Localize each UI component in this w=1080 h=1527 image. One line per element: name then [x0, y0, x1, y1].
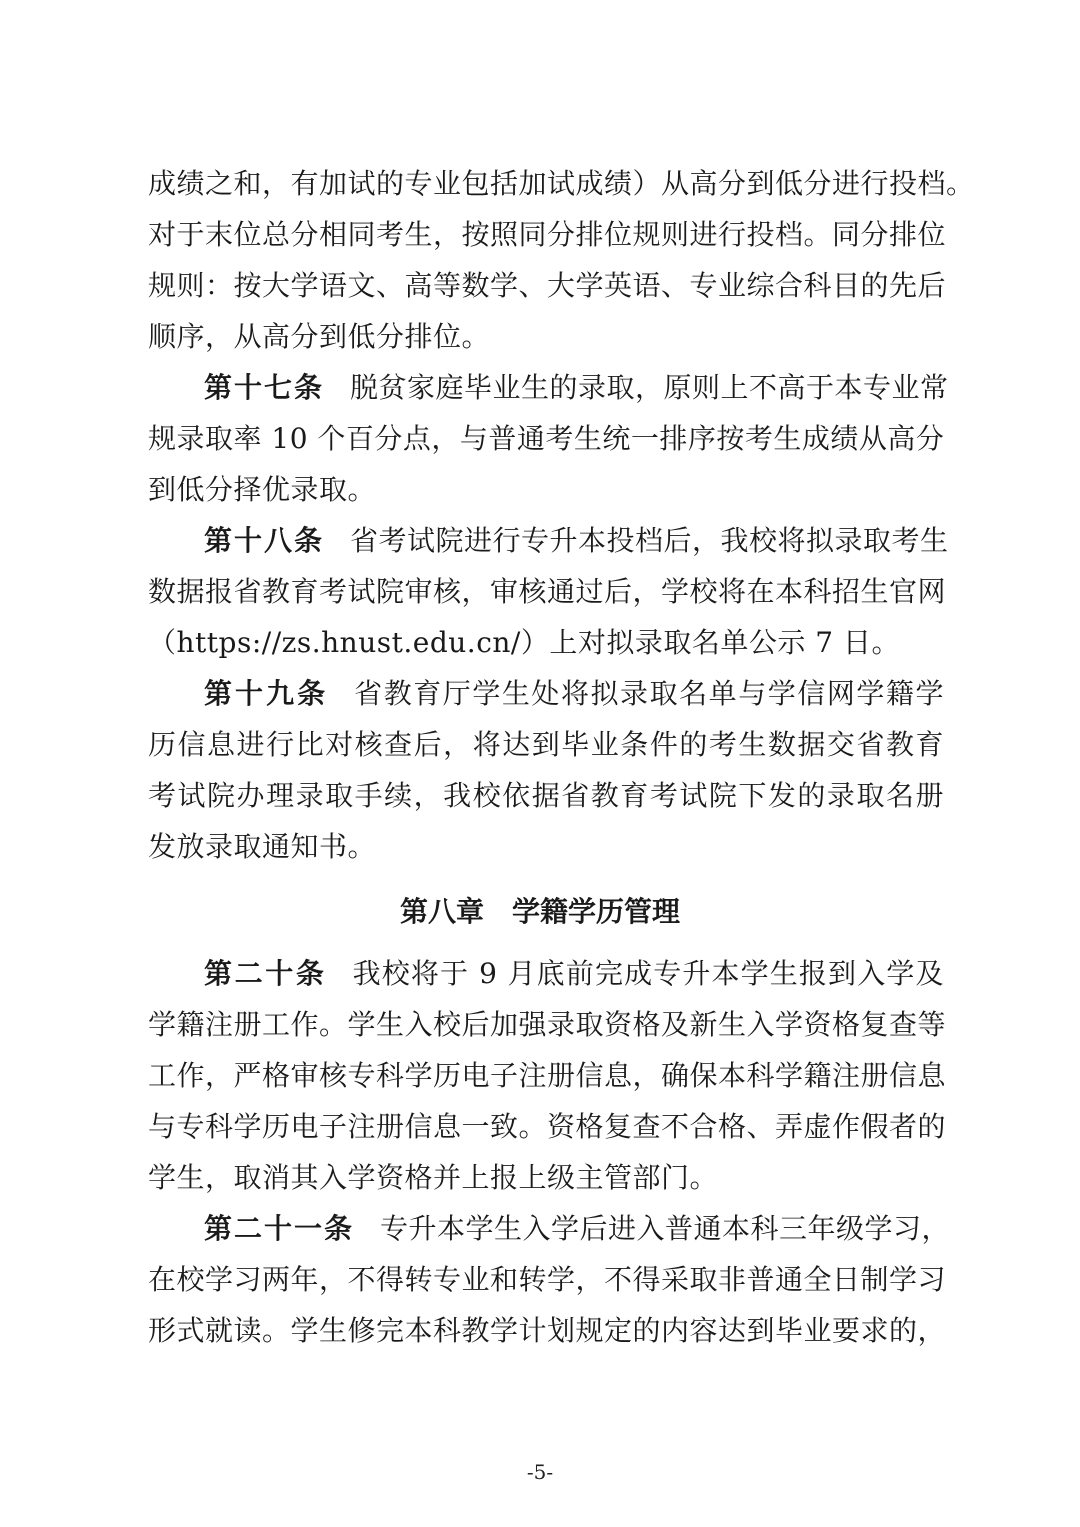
text-line: 对于末位总分相同考生，按照同分排位规则进行投档。同分排位	[148, 218, 947, 251]
article-first-line	[148, 368, 949, 408]
chapter-heading	[0, 890, 1080, 934]
text-line: （https://zs.hnust.edu.cn/）上对拟录取名单公示 7 日。	[148, 626, 900, 659]
article-label: 第二十一条	[204, 1212, 355, 1245]
article-first-line	[148, 954, 944, 994]
text-line: 专升本学生入学后进入普通本科三年级学习，	[380, 1212, 951, 1245]
article-label: 第十八条	[204, 524, 325, 557]
article-label: 第十九条	[204, 677, 329, 710]
text-line: 学籍注册工作。学生入校后加强录取资格及新生入学资格复查等	[148, 1008, 947, 1041]
text-line: 与专科学历电子注册信息一致。资格复查不合格、弄虚作假者的	[148, 1110, 947, 1143]
text-line: 规录取率 10 个百分点，与普通考生统一排序按考生成绩从高分	[148, 422, 945, 455]
text-line: 学生，取消其入学资格并上报上级主管部门。	[148, 1161, 719, 1194]
text-line: 脱贫家庭毕业生的录取，原则上不高于本专业常	[350, 371, 949, 404]
text-line: 工作，严格审核专科学历电子注册信息，确保本科学籍注册信息	[148, 1059, 947, 1092]
text-line: 考试院办理录取手续，我校依据省教育考试院下发的录取名册	[148, 779, 944, 812]
page-number: -5-	[526, 1460, 554, 1484]
article-first-line	[148, 521, 949, 561]
text-line: 在校学习两年，不得转专业和转学，不得采取非普通全日制学习	[148, 1263, 947, 1296]
text-line: 顺序，从高分到低分排位。	[148, 320, 491, 353]
text-line: 成绩之和，有加试的专业包括加试成绩）从高分到低分进行投档。	[148, 167, 975, 200]
text-line: 省教育厅学生处将拟录取名单与学信网学籍学	[354, 677, 944, 710]
text-line: 形式就读。学生修完本科教学计划规定的内容达到毕业要求的，	[148, 1314, 947, 1347]
text-line: 我校将于 9 月底前完成专升本学生报到入学及	[352, 957, 944, 990]
chapter-title: 学籍学历管理	[512, 895, 681, 928]
text-line: 规则：按大学语文、高等数学、大学英语、专业综合科目的先后	[148, 269, 947, 302]
chapter-number: 第八章	[399, 895, 484, 928]
text-line: 数据报省教育考试院审核，审核通过后，学校将在本科招生官网	[148, 575, 947, 608]
article-first-line	[148, 674, 944, 714]
text-line: 发放录取通知书。	[148, 830, 377, 863]
text-line: 历信息进行比对核查后，将达到毕业条件的考生数据交省教育	[148, 728, 944, 761]
text-line: 到低分择优录取。	[148, 473, 377, 506]
article-first-line	[148, 1209, 951, 1249]
article-label: 第二十条	[204, 957, 327, 990]
article-label: 第十七条	[204, 371, 325, 404]
text-line: 省考试院进行专升本投档后，我校将拟录取考生	[350, 524, 949, 557]
